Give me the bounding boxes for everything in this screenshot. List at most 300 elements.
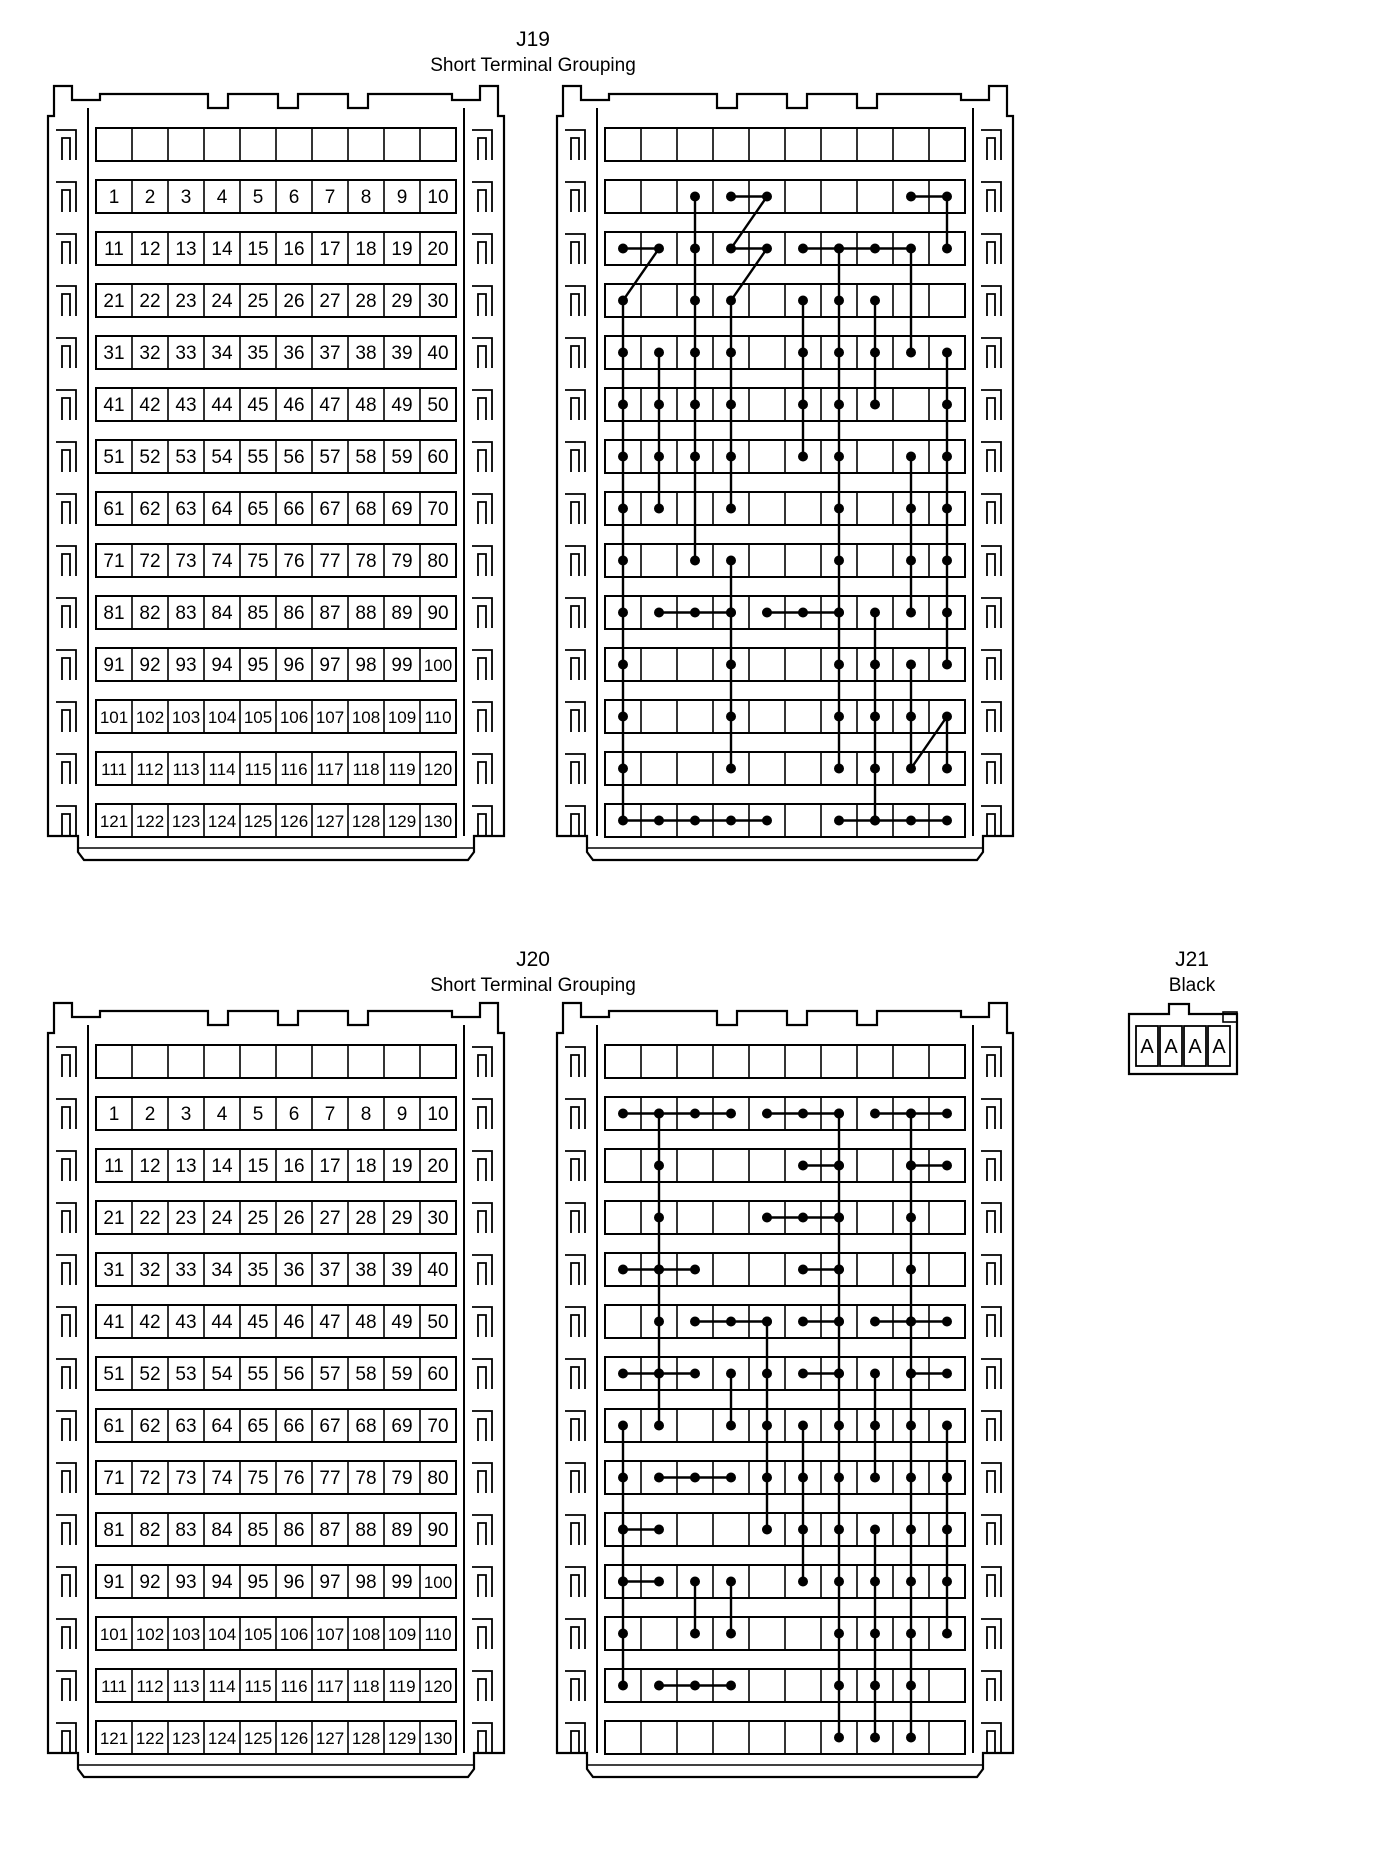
terminal-number: 38 xyxy=(355,1260,377,1281)
short-dot xyxy=(654,244,664,254)
j21-connector xyxy=(1129,1004,1237,1074)
latch-tick xyxy=(565,1099,585,1129)
terminal-number: 119 xyxy=(388,1677,416,1696)
terminal-number: 6 xyxy=(288,187,300,208)
latch-tick xyxy=(56,182,76,212)
terminal-number: 4 xyxy=(216,187,228,208)
short-dot xyxy=(834,1629,844,1639)
latch-tick xyxy=(56,1619,76,1649)
short-dot xyxy=(906,452,916,462)
terminal-number: 41 xyxy=(103,395,125,416)
terminal-number: 61 xyxy=(103,1416,125,1437)
j19-terminal-face xyxy=(48,86,504,860)
terminal-number: 73 xyxy=(175,551,197,572)
terminal-number: 117 xyxy=(316,1677,344,1696)
terminal-number: 20 xyxy=(427,239,449,260)
terminal-number: 20 xyxy=(427,1156,449,1177)
short-dot xyxy=(654,1577,664,1587)
terminal-number: 109 xyxy=(387,1625,417,1644)
latch-tick xyxy=(565,286,585,316)
latch-tick xyxy=(981,234,1001,264)
short-dot xyxy=(798,1473,808,1483)
latch-tick xyxy=(472,1047,492,1077)
terminal-number: 86 xyxy=(283,1520,305,1541)
short-dot xyxy=(942,1369,952,1379)
terminal-number: 53 xyxy=(175,1364,197,1385)
latch-tick xyxy=(981,1411,1001,1441)
short-dot xyxy=(726,296,736,306)
terminal-number: 70 xyxy=(427,1416,449,1437)
terminal-number: 77 xyxy=(319,551,341,572)
latch-tick xyxy=(56,1671,76,1701)
latch-tick xyxy=(981,702,1001,732)
terminal-number: 58 xyxy=(355,1364,377,1385)
latch-tick xyxy=(981,338,1001,368)
latch-tick xyxy=(56,1047,76,1077)
short-dot xyxy=(726,764,736,774)
terminal-number: 22 xyxy=(139,1208,161,1229)
short-dot xyxy=(942,452,952,462)
terminal-number: 115 xyxy=(244,760,272,779)
terminal-number: 18 xyxy=(355,239,377,260)
terminal-number: 80 xyxy=(427,1468,449,1489)
terminal-number: 23 xyxy=(175,291,197,312)
short-dot xyxy=(942,1317,952,1327)
latch-tick xyxy=(56,1723,76,1753)
terminal-number: 28 xyxy=(355,291,377,312)
terminal-number: 117 xyxy=(316,760,344,779)
latch-tick xyxy=(472,338,492,368)
short-dot xyxy=(834,244,844,254)
short-dot xyxy=(654,504,664,514)
short-dot xyxy=(654,1369,664,1379)
latch-tick xyxy=(981,1359,1001,1389)
latch-tick xyxy=(981,182,1001,212)
terminal-number: 32 xyxy=(139,343,161,364)
terminal-number: 121 xyxy=(99,1729,129,1748)
terminal-number: 116 xyxy=(280,1677,308,1696)
short-dot xyxy=(654,1109,664,1119)
terminal-number: 127 xyxy=(315,1729,345,1748)
short-dot xyxy=(870,1473,880,1483)
short-dot xyxy=(654,608,664,618)
latch-tick xyxy=(472,234,492,264)
short-dot xyxy=(942,400,952,410)
terminal-number: 27 xyxy=(319,291,341,312)
latch-tick xyxy=(472,1255,492,1285)
short-dot xyxy=(726,1109,736,1119)
terminal-number: 118 xyxy=(352,760,380,779)
short-dot xyxy=(690,608,700,618)
short-dot xyxy=(906,504,916,514)
terminal-number: 26 xyxy=(283,291,305,312)
terminal-number: 104 xyxy=(207,708,237,727)
terminal-number: 60 xyxy=(427,1364,449,1385)
terminal-number: 128 xyxy=(351,812,381,831)
short-dot xyxy=(618,296,628,306)
short-dot xyxy=(690,244,700,254)
short-dot xyxy=(618,1629,628,1639)
latch-tick xyxy=(981,598,1001,628)
terminal-number: 78 xyxy=(355,1468,377,1489)
terminal-number: 74 xyxy=(211,551,233,572)
terminal-number: 79 xyxy=(391,551,413,572)
short-dot xyxy=(654,1265,664,1275)
terminal-number: 66 xyxy=(283,499,305,520)
terminal-number: 82 xyxy=(139,603,161,624)
terminal-number: 24 xyxy=(211,1208,233,1229)
terminal-number: 75 xyxy=(247,551,269,572)
terminal-number: 65 xyxy=(247,1416,269,1437)
terminal-number: 120 xyxy=(423,1677,453,1696)
latch-tick xyxy=(472,598,492,628)
latch-tick xyxy=(56,442,76,472)
short-dot xyxy=(906,1629,916,1639)
latch-tick xyxy=(472,650,492,680)
latch-tick xyxy=(981,1671,1001,1701)
latch-tick xyxy=(472,806,492,836)
short-dot xyxy=(942,764,952,774)
short-dot xyxy=(942,192,952,202)
short-dot xyxy=(798,1265,808,1275)
terminal-number: 125 xyxy=(243,1729,273,1748)
short-dot xyxy=(834,816,844,826)
terminal-number: 88 xyxy=(355,603,377,624)
short-dot xyxy=(618,556,628,566)
terminal-number: 42 xyxy=(139,395,161,416)
terminal-number: 93 xyxy=(175,1572,197,1593)
short-dot xyxy=(762,1317,772,1327)
latch-tick xyxy=(565,1359,585,1389)
terminal-number: 73 xyxy=(175,1468,197,1489)
latch-tick xyxy=(981,1723,1001,1753)
short-dot xyxy=(618,1681,628,1691)
terminal-number: 89 xyxy=(391,603,413,624)
short-dot xyxy=(654,1473,664,1483)
terminal-number: 1 xyxy=(108,187,120,208)
latch-tick xyxy=(56,1099,76,1129)
terminal-number: 114 xyxy=(208,1677,236,1696)
terminal-number: 17 xyxy=(319,239,341,260)
terminal-number: 110 xyxy=(424,708,452,727)
terminal-number: 1 xyxy=(108,1104,120,1125)
terminal-number: 114 xyxy=(208,760,236,779)
latch-tick xyxy=(56,286,76,316)
short-dot xyxy=(870,1681,880,1691)
terminal-number: 53 xyxy=(175,447,197,468)
short-dot xyxy=(726,348,736,358)
terminal-number: 26 xyxy=(283,1208,305,1229)
short-dot xyxy=(942,712,952,722)
j21-section xyxy=(1129,948,1237,1074)
terminal-number: 6 xyxy=(288,1104,300,1125)
terminal-number: 10 xyxy=(427,187,449,208)
short-dot xyxy=(942,1473,952,1483)
short-dot xyxy=(726,816,736,826)
terminal-number: 124 xyxy=(207,812,237,831)
terminal-number: 7 xyxy=(324,1104,336,1125)
terminal-number: 52 xyxy=(139,1364,161,1385)
short-dot xyxy=(726,608,736,618)
terminal-number: 46 xyxy=(283,395,305,416)
latch-tick xyxy=(56,494,76,524)
short-dot xyxy=(690,192,700,202)
short-dot xyxy=(726,1317,736,1327)
terminal-number: 65 xyxy=(247,499,269,520)
short-dot xyxy=(618,1369,628,1379)
latch-tick xyxy=(56,1463,76,1493)
short-dot xyxy=(798,1577,808,1587)
terminal-number: 91 xyxy=(103,1572,125,1593)
short-dot xyxy=(942,1421,952,1431)
short-dot xyxy=(834,1109,844,1119)
short-dot xyxy=(690,1681,700,1691)
j21-cavity-label: A xyxy=(1212,1036,1226,1058)
short-dot xyxy=(906,816,916,826)
terminal-number: 76 xyxy=(283,551,305,572)
short-dot xyxy=(834,1317,844,1327)
short-dot xyxy=(762,1109,772,1119)
short-dot xyxy=(726,1629,736,1639)
j21-cavity-label: A xyxy=(1164,1036,1178,1058)
terminal-number: 126 xyxy=(279,812,309,831)
short-dot xyxy=(834,556,844,566)
terminal-number: 78 xyxy=(355,551,377,572)
j19-subtitle: Short Terminal Grouping xyxy=(430,55,636,76)
short-dot xyxy=(618,608,628,618)
latch-tick xyxy=(565,598,585,628)
short-dot xyxy=(726,556,736,566)
terminal-number: 31 xyxy=(103,1260,125,1281)
short-dot xyxy=(798,1109,808,1119)
short-dot xyxy=(834,1369,844,1379)
terminal-number: 81 xyxy=(103,1520,125,1541)
terminal-number: 90 xyxy=(427,1520,449,1541)
terminal-number: 125 xyxy=(243,812,273,831)
terminal-number: 60 xyxy=(427,447,449,468)
terminal-number: 30 xyxy=(427,1208,449,1229)
latch-tick xyxy=(565,1723,585,1753)
terminal-number: 55 xyxy=(247,447,269,468)
short-dot xyxy=(798,296,808,306)
latch-tick xyxy=(565,130,585,160)
short-dot xyxy=(870,400,880,410)
short-dot xyxy=(726,400,736,410)
terminal-number: 41 xyxy=(103,1312,125,1333)
terminal-number: 107 xyxy=(315,1625,345,1644)
terminal-number: 54 xyxy=(211,447,233,468)
terminal-number: 111 xyxy=(101,1677,127,1696)
terminal-number: 63 xyxy=(175,1416,197,1437)
latch-tick xyxy=(981,494,1001,524)
short-dot xyxy=(906,1525,916,1535)
terminal-number: 4 xyxy=(216,1104,228,1125)
terminal-number: 105 xyxy=(243,1625,273,1644)
terminal-number: 8 xyxy=(360,187,372,208)
short-dot xyxy=(762,1525,772,1535)
terminal-number: 40 xyxy=(427,343,449,364)
terminal-number: 103 xyxy=(171,708,201,727)
short-dot xyxy=(834,1681,844,1691)
latch-tick xyxy=(472,1359,492,1389)
short-dot xyxy=(690,1369,700,1379)
terminal-number: 3 xyxy=(180,187,192,208)
latch-tick xyxy=(472,182,492,212)
terminal-number: 98 xyxy=(355,1572,377,1593)
terminal-number: 13 xyxy=(175,1156,197,1177)
short-dot xyxy=(870,660,880,670)
terminal-number: 112 xyxy=(136,760,164,779)
terminal-number: 129 xyxy=(387,812,417,831)
short-dot xyxy=(762,816,772,826)
short-dot xyxy=(798,452,808,462)
short-dot xyxy=(654,1161,664,1171)
latch-tick xyxy=(981,1567,1001,1597)
terminal-number: 74 xyxy=(211,1468,233,1489)
terminal-number: 103 xyxy=(171,1625,201,1644)
terminal-number: 84 xyxy=(211,1520,233,1541)
short-dot xyxy=(870,712,880,722)
terminal-number: 75 xyxy=(247,1468,269,1489)
j20-section xyxy=(48,948,1013,1777)
terminal-number: 124 xyxy=(207,1729,237,1748)
terminal-number: 47 xyxy=(319,1312,341,1333)
terminal-number: 106 xyxy=(279,708,309,727)
short-dot xyxy=(906,1421,916,1431)
terminal-number: 36 xyxy=(283,343,305,364)
latch-tick xyxy=(472,546,492,576)
short-dot xyxy=(618,1473,628,1483)
terminal-number: 126 xyxy=(279,1729,309,1748)
short-dot xyxy=(870,1577,880,1587)
terminal-number: 2 xyxy=(144,187,156,208)
short-dot xyxy=(618,452,628,462)
latch-tick xyxy=(565,1411,585,1441)
terminal-number: 5 xyxy=(252,187,264,208)
terminal-number: 110 xyxy=(424,1625,452,1644)
short-dot xyxy=(942,504,952,514)
latch-tick xyxy=(981,1151,1001,1181)
short-dot xyxy=(618,1265,628,1275)
short-dot xyxy=(906,608,916,618)
terminal-number: 14 xyxy=(211,239,233,260)
j21-cavity-label: A xyxy=(1188,1036,1202,1058)
short-dot xyxy=(834,608,844,618)
j19-section xyxy=(48,28,1013,860)
latch-tick xyxy=(565,1307,585,1337)
latch-tick xyxy=(565,546,585,576)
terminal-number: 118 xyxy=(352,1677,380,1696)
terminal-number: 51 xyxy=(103,1364,125,1385)
terminal-number: 56 xyxy=(283,1364,305,1385)
terminal-number: 130 xyxy=(423,812,453,831)
terminal-number: 96 xyxy=(283,1572,305,1593)
short-dot xyxy=(906,1577,916,1587)
short-dot xyxy=(834,1525,844,1535)
latch-tick xyxy=(56,1203,76,1233)
terminal-number: 55 xyxy=(247,1364,269,1385)
terminal-number: 21 xyxy=(103,291,125,312)
terminal-number: 40 xyxy=(427,1260,449,1281)
short-dot xyxy=(906,1109,916,1119)
latch-tick xyxy=(472,1307,492,1337)
terminal-number: 47 xyxy=(319,395,341,416)
terminal-number: 35 xyxy=(247,343,269,364)
short-dot xyxy=(762,1421,772,1431)
short-dot xyxy=(906,556,916,566)
terminal-number: 92 xyxy=(139,655,161,676)
short-dot xyxy=(870,608,880,618)
latch-tick xyxy=(56,806,76,836)
short-dot xyxy=(834,1733,844,1743)
short-dot xyxy=(654,348,664,358)
terminal-number: 9 xyxy=(396,187,408,208)
short-dot xyxy=(942,1161,952,1171)
terminal-number: 39 xyxy=(391,1260,413,1281)
latch-tick xyxy=(565,390,585,420)
short-dot xyxy=(834,1213,844,1223)
terminal-number: 21 xyxy=(103,1208,125,1229)
short-dot xyxy=(618,816,628,826)
terminal-number: 11 xyxy=(104,239,124,260)
terminal-number: 123 xyxy=(171,1729,201,1748)
terminal-number: 27 xyxy=(319,1208,341,1229)
terminal-number: 106 xyxy=(279,1625,309,1644)
short-dot xyxy=(762,608,772,618)
terminal-number: 122 xyxy=(135,1729,165,1748)
terminal-number: 80 xyxy=(427,551,449,572)
terminal-number: 50 xyxy=(427,1312,449,1333)
terminal-number: 38 xyxy=(355,343,377,364)
short-dot xyxy=(690,452,700,462)
short-dot xyxy=(906,348,916,358)
terminal-number: 123 xyxy=(171,812,201,831)
terminal-number: 32 xyxy=(139,1260,161,1281)
short-dot xyxy=(870,348,880,358)
short-dot xyxy=(906,1369,916,1379)
terminal-number: 69 xyxy=(391,499,413,520)
short-dot xyxy=(906,660,916,670)
short-dot xyxy=(690,1317,700,1327)
short-dot xyxy=(726,452,736,462)
latch-tick xyxy=(981,754,1001,784)
terminal-number: 71 xyxy=(103,551,125,572)
terminal-number: 113 xyxy=(172,760,200,779)
terminal-number: 10 xyxy=(427,1104,449,1125)
terminal-number: 101 xyxy=(99,1625,129,1644)
short-dot xyxy=(834,504,844,514)
terminal-number: 94 xyxy=(211,655,233,676)
short-dot xyxy=(726,504,736,514)
short-dot xyxy=(726,1421,736,1431)
terminal-number: 83 xyxy=(175,603,197,624)
j20-title: J20 xyxy=(516,948,550,971)
terminal-number: 34 xyxy=(211,1260,233,1281)
latch-tick xyxy=(56,702,76,732)
latch-tick xyxy=(981,286,1001,316)
terminal-number: 70 xyxy=(427,499,449,520)
terminal-number: 85 xyxy=(247,1520,269,1541)
short-dot xyxy=(762,244,772,254)
terminal-number: 31 xyxy=(103,343,125,364)
terminal-number: 121 xyxy=(99,812,129,831)
terminal-number: 19 xyxy=(391,1156,413,1177)
latch-tick xyxy=(56,234,76,264)
terminal-number: 58 xyxy=(355,447,377,468)
terminal-number: 15 xyxy=(247,239,269,260)
short-dot xyxy=(726,1577,736,1587)
short-dot xyxy=(618,244,628,254)
